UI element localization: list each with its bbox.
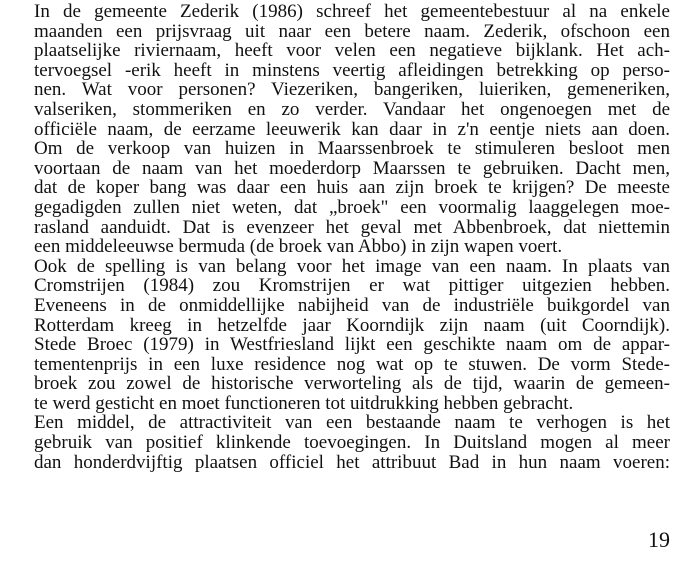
body-text [34,2,670,472]
text-line: maanden een prijsvraag uit naar een betere naam. Zederik, ofschoon een [34,20,670,42]
text-line: dat de koper bang was daar een huis aan zijn broek te krijgen? De meeste [34,177,670,199]
text-line: Cromstrijen (1984) zou Kromstrijen er wat pittiger uitgezien hebben. [34,275,670,297]
text-line: rasland aanduidt. Dat is evenzeer het geval met Abbenbroek, dat niettemin [34,216,670,238]
text-line: Rotterdam kreeg in hetzelfde jaar Koorndijk zijn naam (uit Coorndijk). [34,314,670,336]
text-line: Een middel, de attractiviteit van een bestaande naam te verhogen is het [34,412,670,434]
text-line: te werd gesticht en moet functioneren tot uitdrukking hebben gebracht. [34,392,574,414]
text-line: officiële naam, de eerzame leeuwerik kan daar in z'n eentje niets aan doen. [34,118,670,140]
text-line: gebruik van positief klinkende toevoegingen. In Duitsland mogen al meer [34,432,670,454]
text-line: broek zou zowel de historische verworteling als de tijd, waarin de gemeen- [34,373,670,395]
text-line: plaatselijke riviernaam, heeft voor velen een negatieve bijklank. Het ach- [34,40,670,62]
text-line: tementenprijs in een luxe residence nog wat op te stuwen. De vorm Stede- [34,353,670,375]
text-line: Ook de spelling is van belang voor het image van een naam. In plaats van [34,255,670,277]
text-line: Om de verkoop van huizen in Maarssenbroek te stimuleren besloot men [34,138,670,160]
text-line: valseriken, stommeriken en zo verder. Vandaar het ongenoegen met de [34,98,670,120]
text-line: gegadigden zullen niet weten, dat „broek" een voormalig laaggelegen moe- [34,196,670,218]
text-line: Stede Broec (1979) in Westfriesland lijkt een geschikte naam om de appar- [34,334,670,356]
text-line: dan honderdvijftig plaatsen officiel het attribuut Bad in hun naam voeren: [34,451,670,473]
text-line: tervoegsel -erik heeft in minstens veertig afleidingen betrekking op perso- [34,59,670,81]
page-number: 19 [648,527,670,552]
text-line: voortaan de naam van het moederdorp Maarssen te gebruiken. Dacht men, [34,157,670,179]
text-line: In de gemeente Zederik (1986) schreef het gemeentebestuur al na enkele [34,1,670,22]
text-line: een middeleeuwse bermuda (de broek van Abbo) in zijn wapen voert. [34,236,563,258]
text-line: nen. Wat voor personen? Viezeriken, bangeriken, luieriken, gemeneriken, [34,79,670,101]
text-line: Eveneens in de onmiddellijke nabijheid van de industriële buikgordel van [34,294,670,316]
